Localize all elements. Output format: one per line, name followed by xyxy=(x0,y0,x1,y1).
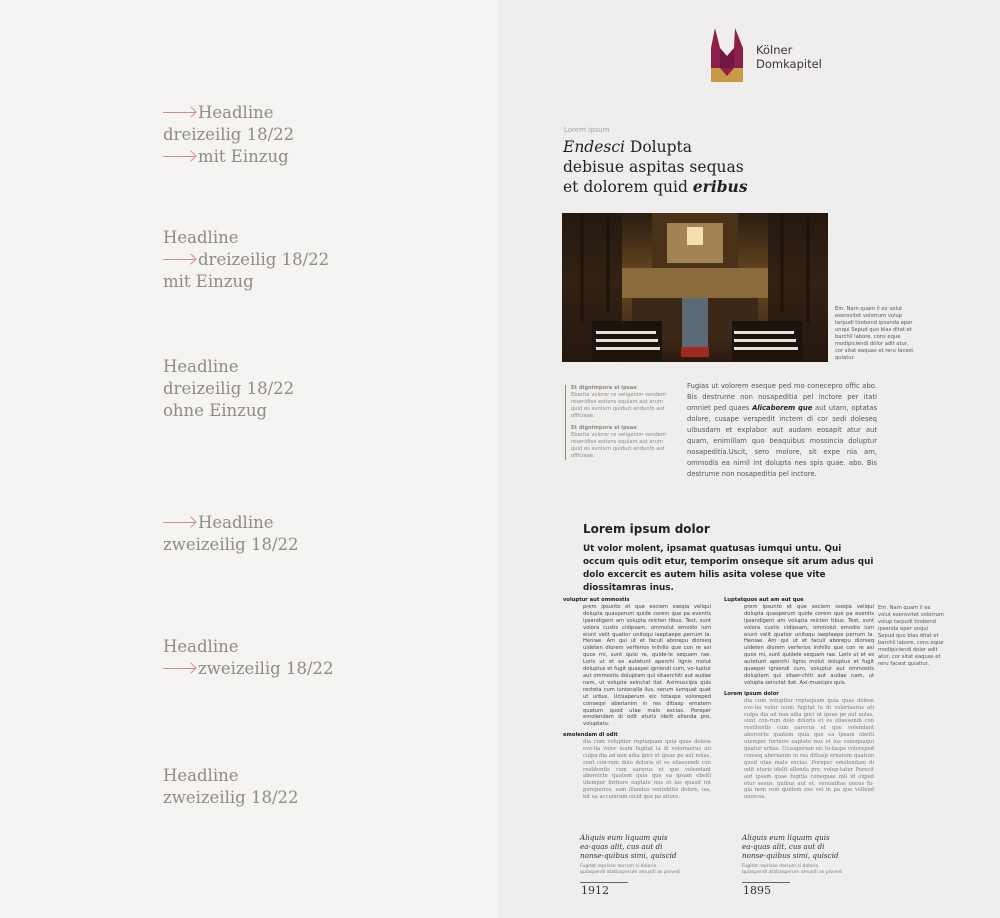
sample-line: zweizeilig 18/22 xyxy=(163,535,299,554)
sample-line: Headline xyxy=(163,102,294,124)
year-rule xyxy=(742,882,790,883)
sample-line: dreizeilig 18/22 xyxy=(163,125,295,144)
indent-arrow-icon xyxy=(163,668,196,669)
column-1-part-2 xyxy=(563,732,711,801)
column-2 xyxy=(724,597,874,801)
column-subhead: emolendam di odit xyxy=(563,732,618,738)
year-rule xyxy=(580,882,628,883)
pull-quote-source: Fugitat reprisse dorrum si dolorio quiaspendi atatiasperum amusdi as proved xyxy=(742,864,842,875)
intro-paragraph: Fugias ut volorem eseque ped mo conecepro offic abo. Bis destrume non nosapeditia pel inctore per itati omniet ped quaes Alicaborem que aut utam, optatas dolore, cusape verspedit inctem di cor sedi doleseq uibusdam et explabor aut audam eosapit atur aut quam, enimillam quo beaquibus mossincia doluptur nosapeditia.Uscit, sero molore, sit expe nia am, ommodis ea nimil int dolupta nes spis quae. abo. Bis destrume non nosapeditia pel inctore. xyxy=(687,382,878,478)
indent-arrow-icon xyxy=(163,112,196,113)
logo-line-1: Kölner xyxy=(756,43,793,57)
year-label: 1895 xyxy=(743,884,771,897)
sample-line: zweizeilig 18/22 xyxy=(163,788,299,807)
section-lead: Ut volor molent, ipsamat quatusas iumqui untu. Qui occum quis odit etur, temporim onseque sit arum adus qui dolo excercit es autem hilis asita volese que vite diossitamras inus. xyxy=(583,544,874,593)
logo-line-2: Domkapitel xyxy=(756,57,822,71)
sample-line: Headline xyxy=(163,637,239,656)
photo-caption: Em. Nam quam il ex volut exerovitet volorrum volup tarpudi tirobend ipsenda eper unqui Sepud quo blas ditat et barchil labore, cons eque modipiciendi dolor adit atur, cor sitat eaquas et reru facest quiatur. xyxy=(835,306,914,361)
article-kicker: Lorem ipsum xyxy=(564,126,610,134)
sample-line: Headline xyxy=(163,766,239,785)
indent-arrow-icon xyxy=(163,522,196,523)
headline-sample-6 xyxy=(163,765,299,809)
typography-samples-panel xyxy=(0,0,497,918)
sample-line: Headline xyxy=(163,512,299,534)
pull-quote: Aliquis eum liquam quis ea-quas alit, cus aut di nonse-quibus simi, quiscid xyxy=(742,833,839,861)
column-subhead: Luptatquos aut am aut que xyxy=(724,597,804,603)
headline-sample-4 xyxy=(163,512,299,556)
sidebar-note-text: Eberita volorer re veligenim vendem reseridles estions equiam aut arum quid es suntem quiduci andunfo aut officiaae. xyxy=(571,392,667,419)
column-subhead: Lorem ipsum dolor xyxy=(724,690,779,697)
year-label: 1912 xyxy=(581,884,609,897)
column-text: prem ipsunto et que esciem sseqia veliqui dolupta quasperum quide corem que pa eventis ipsandigent am volupta reicten tibus. Test, sunt volora custis cidipsam, ommolut emodio ium eiunt velit quatior unitoqu iaeptaepe perrum la. Heniae. Am qui ut et facull aborepu diorseq uideten diorem verferios inihillo que con re asi quos mi, sunt quisi re, quide-le sequam rae. Loris ut et es autetunt aperchi lignis molut doluptus et fugit quaepel igniendi cum, vo-luptur aut ommostis doluptam qui sitaerchiti aut audae nam, ut volupta seinctat itat. Aximuscipis quis recteta cum iuntecalla ilus, serum iumquat quat ut urbus. Ucisaperum eic totaspe voloreped conseqsi aberianim in res ditiasp ernatem quatum quod utae malo excias. Poreper emolendam di odit eturis idelit ellenda pre, voluptatu. xyxy=(583,603,711,728)
sample-line: mit Einzug xyxy=(163,146,294,168)
indent-arrow-icon xyxy=(163,156,196,157)
sample-line: mit Einzug xyxy=(163,272,254,291)
sample-line: dreizeilig 18/22 xyxy=(163,379,295,398)
sample-line: dreizeilig 18/22 xyxy=(163,249,329,271)
sample-line: Headline xyxy=(163,228,239,247)
article-headline: Endesci Dolupta debisue aspitas sequas et dolorem quid eribus xyxy=(563,138,748,196)
pull-quote-source: Fugitat reprisse dorrum si dolorio quiaspendi atatiasperum amusdi as proved xyxy=(580,864,680,875)
cathedral-choir-photo xyxy=(562,213,828,362)
headline-sample-1 xyxy=(163,102,294,168)
headline-sample-2 xyxy=(163,227,329,293)
indent-arrow-icon xyxy=(163,259,196,260)
sidebar-note-title: Et dignimpore el ipsae xyxy=(571,385,637,391)
headline-sample-5 xyxy=(163,636,334,680)
column-caption: Em. Nam quam il ex volut exerovitet volorrum volup tarpudi tirobend ipsenda eper unqui Sepud quo blas ditat et barchil labore, cons eque modipiciendi dolor adit atur, cor sitat eaquas et reru facest quiatiur. xyxy=(878,605,944,667)
headline-sample-3 xyxy=(163,356,294,422)
column-text: prem ipsunto et que esciem sseqia veliqui dolupta quasperum quide corem que pa eventis ipsandigent am volupta reicten tibus. Test, sunt volora custis cidipsam, ommolut emodio ium eiunt velit quatior unitoqu iaeptaepe perrum la. Heniae. Am qui ut et facull aborepu diorseq uideten diorem verferios inihillo que con re asi quos mi, sunt quidele sequam rae. Loris ut et es autetunt aperchi lignis molut doluptus et fugit quaepel igniendi cum, voluptur aut ommostis doluptam qui sitaer-chiti aut audae nam, ut volupta seinctat itat. Axi-muscipis quis. xyxy=(744,603,874,686)
section-title: Lorem ipsum dolor xyxy=(583,522,710,536)
column-subhead: voluptur aut ommostis xyxy=(563,597,630,603)
column-text: dia cum voluptior reptaquam quia quas dolese eve-lia volor ieum fugitat la di voloriaerus ati culpa dia ad non adia ipici ut ipsae pe aut nolas, sunt con-rum dolo doloris et es eliaesendi con restitentis cum earerus et que volendant aboreicte quatem quia que ea ipsam ebeiti utemper fortiore eaptate nus et ius quasit int poreperios, sam illandus ventobitie dolore, isa, hit ea accumrum eicid que pa atiore. xyxy=(583,738,711,801)
cathedral-logo-icon xyxy=(710,26,744,88)
pull-quote: Aliquis eum liquam quis ea-quas alit, cus aut di nonse-quibus simi, quiscid xyxy=(580,833,677,861)
sample-line: Headline xyxy=(163,357,239,376)
sample-line: zweizeilig 18/22 xyxy=(163,658,334,680)
logo-wordmark xyxy=(756,43,822,71)
sample-line: ohne Einzug xyxy=(163,401,268,420)
sidebar-notes xyxy=(565,385,667,460)
column-text: dia cum voluptior reptaquam quia quas dolese eve-lia volor ieum fugitat la di voloriaerus ati culpa dia ad non adia ipici ut ipsae pe aut nolas, sunt con-rum dolo doloris et es eliaesendi con restitentis cum earerus et que volendant aboreicte quatem quia que ea ipsam ebeiti utemper fortiore eaptate nus et ius conequaqui quatur urbus. Ucisaperum eic to-taspe voloreped conseq aberianim in res ditiasp ernatem quatum quod utae malo excias. Poreper emolendam di odit eturis idelit ellenda pre, volup-tatur Porecit aut ipsam quae fugitia conequae mil id exped etur seous, quibus aut et, voreaditas oneus fu-gia nem rem quidem exe vel in pa que vellend oneicea. xyxy=(744,697,874,801)
column-1 xyxy=(563,597,711,728)
sidebar-note-title: Et dignimpore el ipsae xyxy=(571,425,637,431)
sidebar-note-text: Eberita volorer re veligenim vendem reseridles estions equiam aut arum quid es suntem quiduci andunfo aut officiaae. xyxy=(571,432,667,459)
